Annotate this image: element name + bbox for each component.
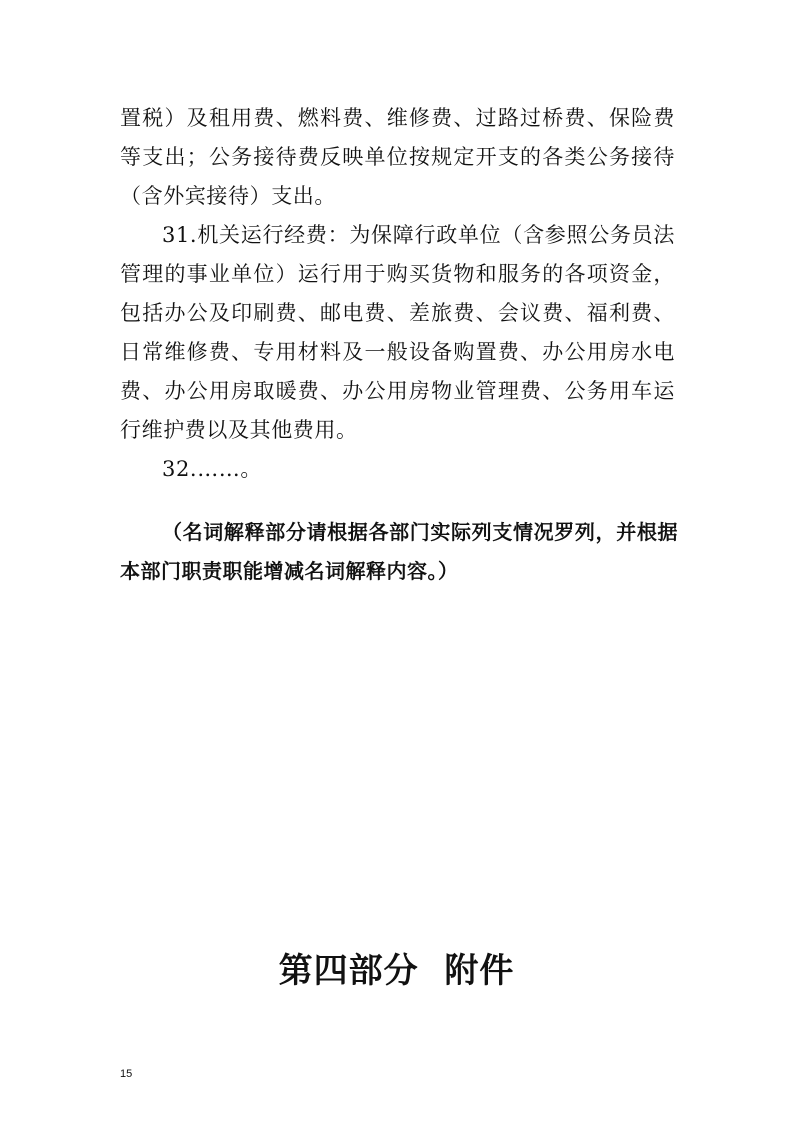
- paragraph-item-32: 32.……。: [162, 457, 262, 481]
- section-title: 第四部分 附件: [278, 951, 515, 991]
- paragraph-vehicle-costs: 置税）及租用费、燃料费、维修费、过路过桥费、保险费等支出；公务接待费反映单位按规定开支的各类公务接待（含外宾接待）支出。: [120, 106, 675, 208]
- editorial-note: （名词解释部分请根据各部门实际列支情况罗列，并根据本部门职责职能增减名词解释内容。）: [120, 520, 678, 583]
- page-number: 15: [120, 1068, 133, 1080]
- paragraph-operating-expenses: 31.机关运行经费：为保障行政单位（含参照公务员法管理的事业单位）运行用于购买货物和服务的各项资金，包括办公及印刷费、邮电费、差旅费、会议费、福利费、日常维修费、专用材料及一般设备购置费、办公用房水电费、办公用房取暖费、办公用房物业管理费、公务用车运行维护费以及其他费用。: [120, 223, 675, 442]
